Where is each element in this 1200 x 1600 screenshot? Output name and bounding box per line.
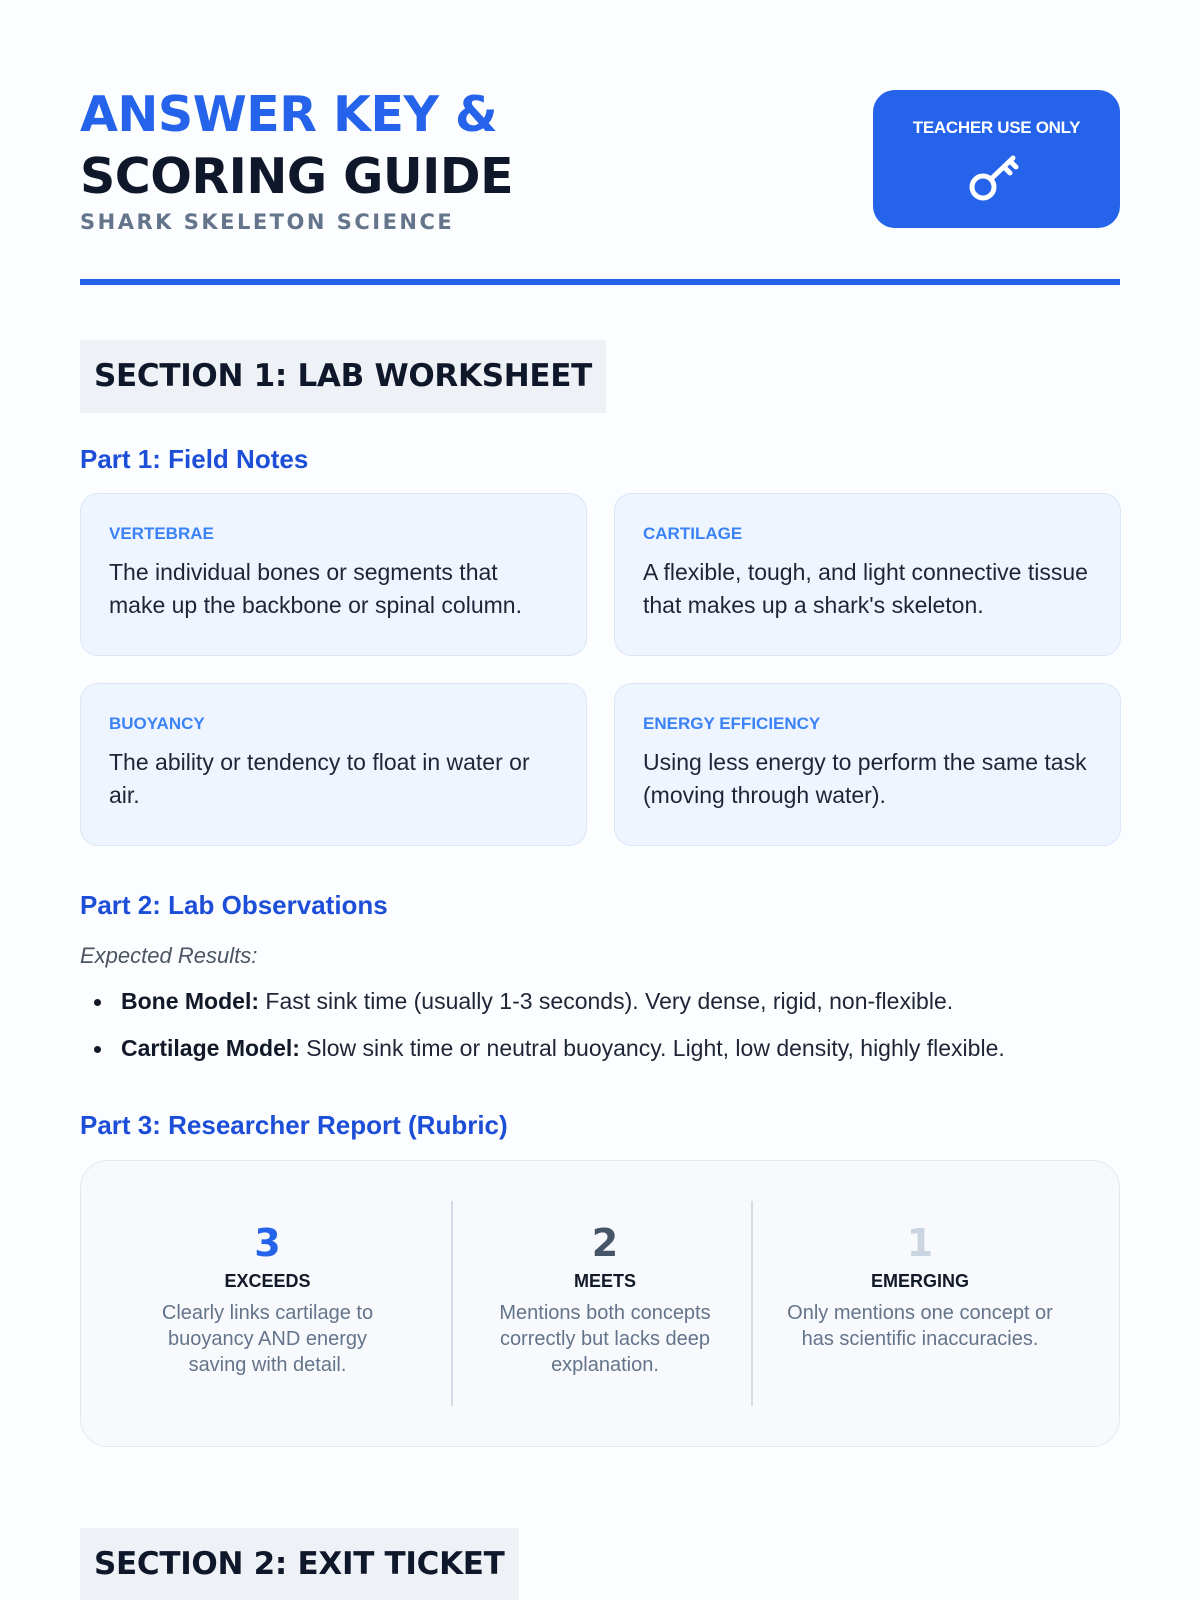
rubric-column (121, 1201, 414, 1406)
page-subtitle: SHARK SKELETON SCIENCE (80, 210, 455, 234)
page-header (80, 84, 1120, 284)
rubric-description: Clearly links cartilage to buoyancy AND energy saving with detail. (161, 1302, 374, 1376)
header-divider (80, 279, 1120, 285)
rubric-level: MEETS (573, 1271, 636, 1291)
rubric-column (755, 1201, 1085, 1406)
field-note-term: ENERGY EFFICIENCY (643, 714, 821, 733)
rubric-score: 3 (254, 1221, 281, 1265)
observation-list (94, 985, 1124, 1079)
rubric-score: 2 (591, 1221, 619, 1265)
rubric-score: 1 (906, 1221, 934, 1265)
expected-results-label: Expected Results: (80, 943, 258, 968)
rubric-column (455, 1201, 755, 1406)
observation-label: Cartilage Model: (121, 1035, 300, 1061)
list-item (94, 1032, 1124, 1065)
rubric-description: Mentions both concepts correctly but lacks deep explanation. (499, 1302, 711, 1376)
part-2-title: Part 2: Lab Observations (80, 890, 388, 920)
field-note-term: VERTEBRAE (109, 524, 214, 543)
field-note-term: BUOYANCY (109, 714, 205, 733)
section-2-heading: SECTION 2: EXIT TICKET (80, 1528, 519, 1600)
list-item (94, 985, 1124, 1018)
field-note-card (80, 683, 587, 846)
field-note-card (614, 683, 1121, 846)
rubric-divider (751, 1201, 753, 1406)
observation-text: Fast sink time (usually 1-3 seconds). Very dense, rigid, non-flexible. (259, 988, 954, 1014)
part-1-title: Part 1: Field Notes (80, 444, 309, 474)
rubric-panel (80, 1160, 1120, 1447)
field-note-definition: The ability or tendency to float in water or air. (109, 749, 530, 808)
rubric-description: Only mentions one concept or has scientific inaccuracies. (787, 1302, 1053, 1350)
page-title-line-1: ANSWER KEY & (80, 86, 498, 143)
part-3-title: Part 3: Researcher Report (Rubric) (80, 1110, 508, 1140)
section-1-heading: SECTION 1: LAB WORKSHEET (80, 340, 606, 413)
rubric-level: EXCEEDS (224, 1271, 311, 1291)
observation-label: Bone Model: (121, 988, 259, 1014)
badge-label: TEACHER USE ONLY (912, 118, 1081, 137)
field-note-definition: A flexible, tough, and light connective tissue that makes up a shark's skeleton. (643, 559, 1088, 618)
field-note-card (80, 493, 587, 656)
page-title-line-2: SCORING GUIDE (80, 148, 514, 205)
field-note-definition: Using less energy to perform the same task (moving through water). (643, 749, 1087, 808)
field-note-term: CARTILAGE (643, 524, 743, 543)
observation-text: Slow sink time or neutral buoyancy. Light, low density, highly flexible. (299, 1035, 1005, 1061)
rubric-level: EMERGING (870, 1271, 969, 1291)
teacher-use-badge (873, 90, 1120, 228)
key-icon (967, 150, 1027, 202)
field-note-card (614, 493, 1121, 656)
field-note-definition: The individual bones or segments that make up the backbone or spinal column. (109, 559, 522, 618)
rubric-divider (451, 1201, 453, 1406)
